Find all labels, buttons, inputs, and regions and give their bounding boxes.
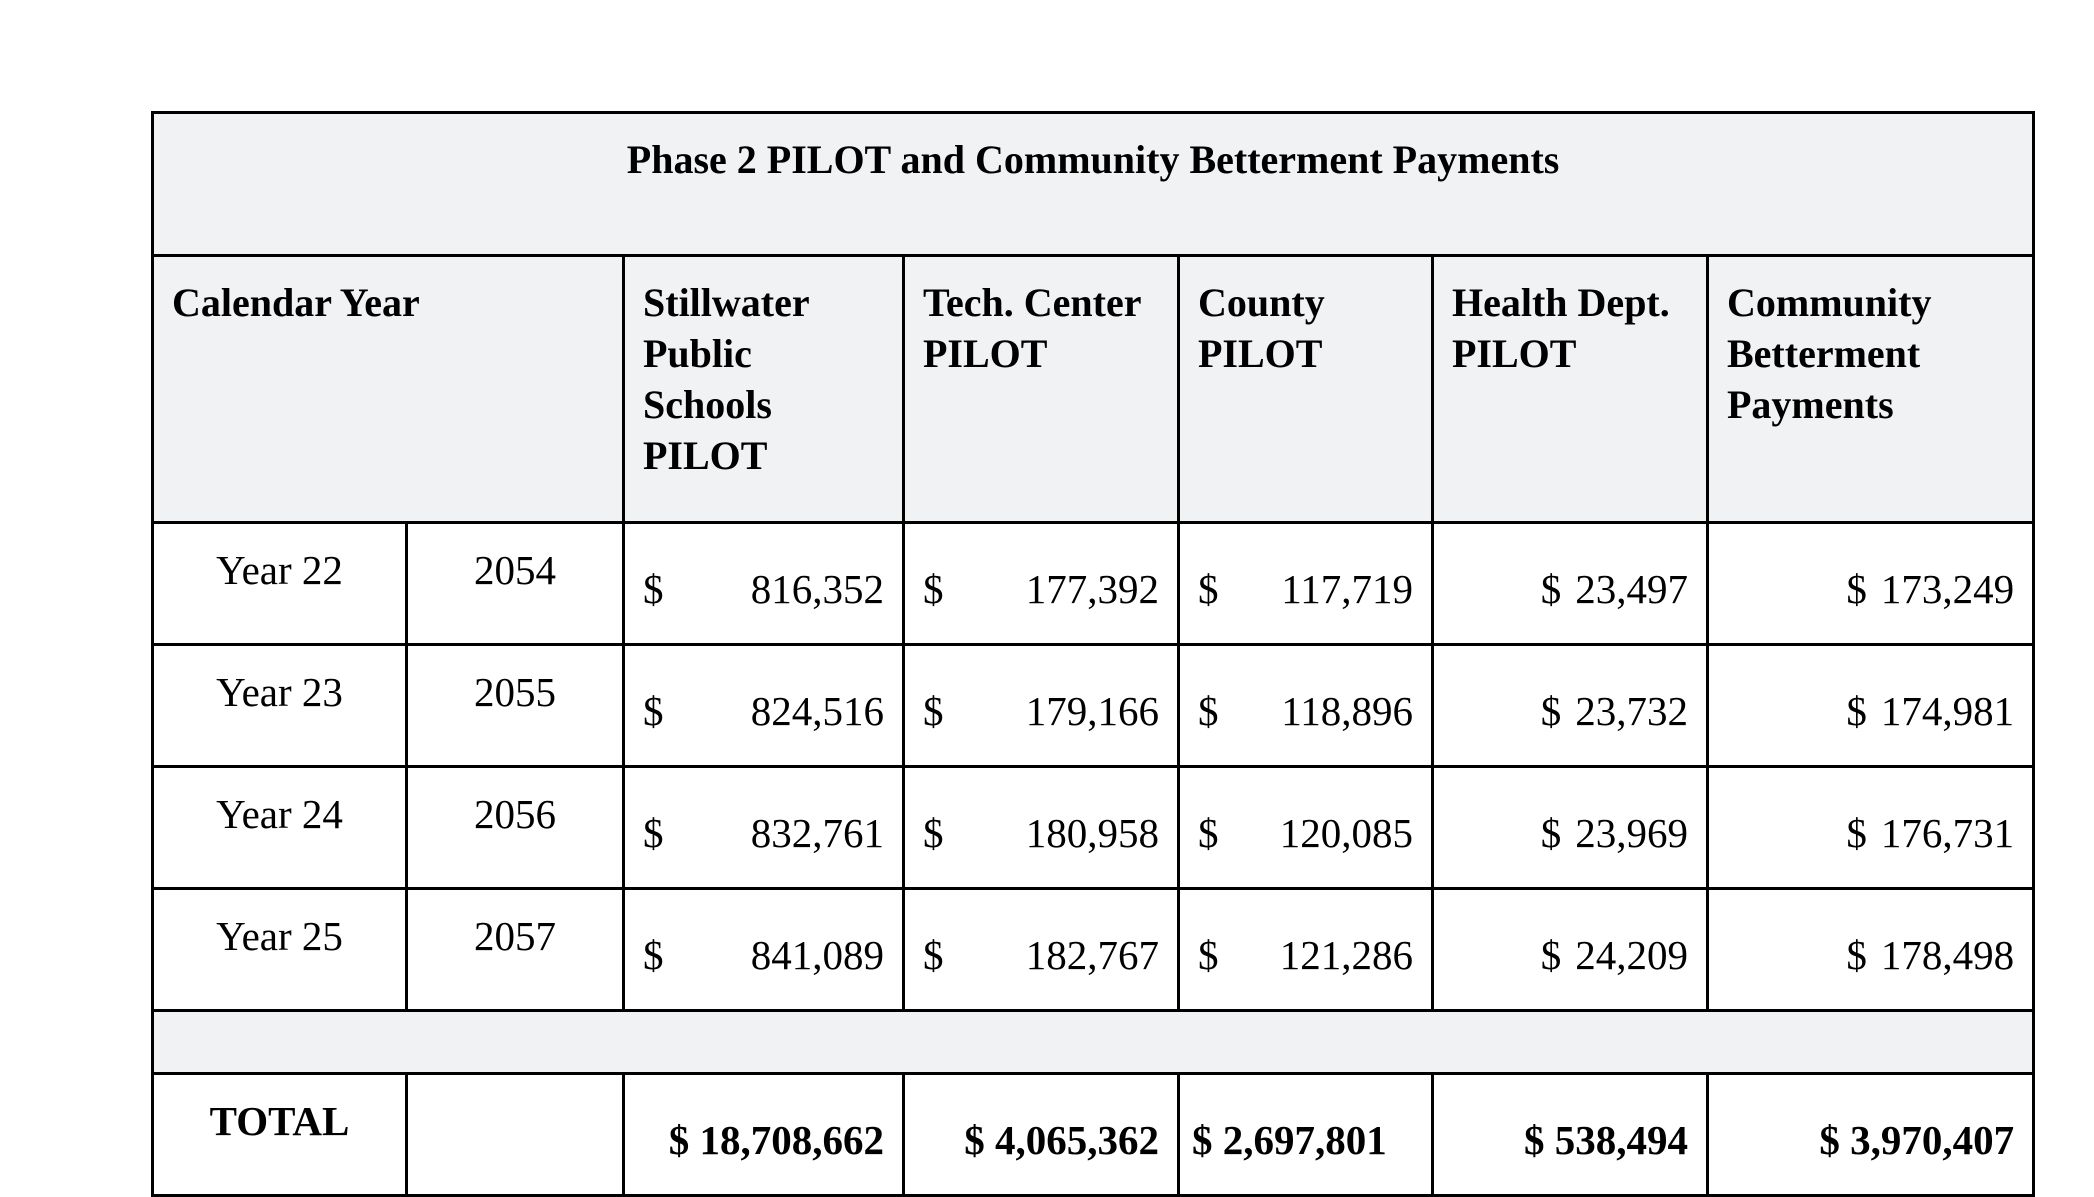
row-year: 2057 xyxy=(407,889,624,1011)
tech-center-cell xyxy=(923,677,1159,735)
schools-value: 832,761 xyxy=(750,809,884,856)
tech-center-cell xyxy=(923,555,1159,613)
total-community-betterment: $ 3,970,407 xyxy=(1819,1116,2015,1163)
county-value: 118,896 xyxy=(1281,687,1413,734)
tech-center-value: 177,392 xyxy=(1025,565,1159,612)
health-dept-value: 23,497 xyxy=(1575,565,1688,612)
community-betterment-value: 178,498 xyxy=(1880,931,2015,978)
header-health-dept-pilot: Health Dept. PILOT xyxy=(1433,256,1708,523)
currency-symbol: $ xyxy=(923,809,944,856)
county-cell xyxy=(1198,677,1413,735)
total-schools: $ 18,708,662 xyxy=(668,1116,884,1163)
total-tech-center: $ 4,065,362 xyxy=(964,1116,1159,1163)
county-value: 117,719 xyxy=(1281,565,1413,612)
community-betterment-value: 176,731 xyxy=(1880,809,2015,856)
row-label: Year 24 xyxy=(153,767,407,889)
table-row xyxy=(153,523,2034,645)
currency-symbol: $ xyxy=(923,565,944,612)
row-label: Year 25 xyxy=(153,889,407,1011)
header-community-betterment: Community Betterment Payments xyxy=(1708,256,2034,523)
community-betterment-value: 174,981 xyxy=(1880,687,2015,734)
currency-symbol: $ xyxy=(1540,565,1562,612)
tech-center-value: 180,958 xyxy=(1025,809,1159,856)
header-calendar-year: Calendar Year xyxy=(153,256,624,523)
currency-symbol: $ xyxy=(1540,809,1562,856)
health-dept-value: 24,209 xyxy=(1575,931,1688,978)
tech-center-cell xyxy=(923,799,1159,857)
header-tech-center-pilot: Tech. Center PILOT xyxy=(904,256,1179,523)
currency-symbol: $ xyxy=(643,565,664,612)
currency-symbol: $ xyxy=(1198,931,1219,978)
health-dept-cell xyxy=(1452,921,1688,979)
total-health-dept: $ 538,494 xyxy=(1524,1116,1688,1163)
table-title: Phase 2 PILOT and Community Betterment Payments xyxy=(153,113,2034,256)
schools-cell xyxy=(643,555,884,613)
currency-symbol: $ xyxy=(643,809,664,856)
table-row xyxy=(153,767,2034,889)
row-year: 2055 xyxy=(407,645,624,767)
schools-cell xyxy=(643,799,884,857)
currency-symbol: $ xyxy=(1846,565,1867,612)
county-cell xyxy=(1198,799,1413,857)
community-betterment-cell xyxy=(1727,555,2014,613)
row-label: Year 22 xyxy=(153,523,407,645)
currency-symbol: $ xyxy=(643,687,664,734)
community-betterment-cell xyxy=(1727,677,2014,735)
health-dept-cell xyxy=(1452,677,1688,735)
schools-value: 841,089 xyxy=(750,931,884,978)
tech-center-cell xyxy=(923,921,1159,979)
table-row xyxy=(153,645,2034,767)
schools-value: 816,352 xyxy=(750,565,884,612)
total-label: TOTAL xyxy=(153,1074,407,1196)
row-year: 2056 xyxy=(407,767,624,889)
total-county: $ 2,697,801 xyxy=(1192,1116,1387,1163)
community-betterment-cell xyxy=(1727,921,2014,979)
health-dept-cell xyxy=(1452,799,1688,857)
row-year: 2054 xyxy=(407,523,624,645)
currency-symbol: $ xyxy=(1540,687,1562,734)
spacer-row xyxy=(153,1011,2034,1074)
county-value: 120,085 xyxy=(1279,809,1413,856)
currency-symbol: $ xyxy=(1540,931,1562,978)
currency-symbol: $ xyxy=(1846,809,1867,856)
header-schools-pilot: Stillwater Public Schools PILOT xyxy=(624,256,904,523)
county-value: 121,286 xyxy=(1279,931,1413,978)
community-betterment-value: 173,249 xyxy=(1880,565,2015,612)
tech-center-value: 179,166 xyxy=(1025,687,1159,734)
schools-cell xyxy=(643,921,884,979)
community-betterment-cell xyxy=(1727,799,2014,857)
currency-symbol: $ xyxy=(1198,809,1219,856)
currency-symbol: $ xyxy=(923,931,944,978)
health-dept-value: 23,969 xyxy=(1575,809,1688,856)
currency-symbol: $ xyxy=(643,931,664,978)
total-row xyxy=(153,1074,2034,1196)
currency-symbol: $ xyxy=(1198,565,1219,612)
total-year-cell xyxy=(407,1074,624,1196)
currency-symbol: $ xyxy=(1198,687,1219,734)
health-dept-cell xyxy=(1452,555,1688,613)
currency-symbol: $ xyxy=(1846,687,1867,734)
county-cell xyxy=(1198,921,1413,979)
pilot-payments-table xyxy=(151,111,2035,1197)
county-cell xyxy=(1198,555,1413,613)
health-dept-value: 23,732 xyxy=(1575,687,1688,734)
table-row xyxy=(153,889,2034,1011)
schools-value: 824,516 xyxy=(750,687,884,734)
tech-center-value: 182,767 xyxy=(1025,931,1159,978)
row-label: Year 23 xyxy=(153,645,407,767)
currency-symbol: $ xyxy=(1846,931,1867,978)
currency-symbol: $ xyxy=(923,687,944,734)
header-row xyxy=(153,256,2034,523)
schools-cell xyxy=(643,677,884,735)
header-county-pilot: County PILOT xyxy=(1179,256,1433,523)
